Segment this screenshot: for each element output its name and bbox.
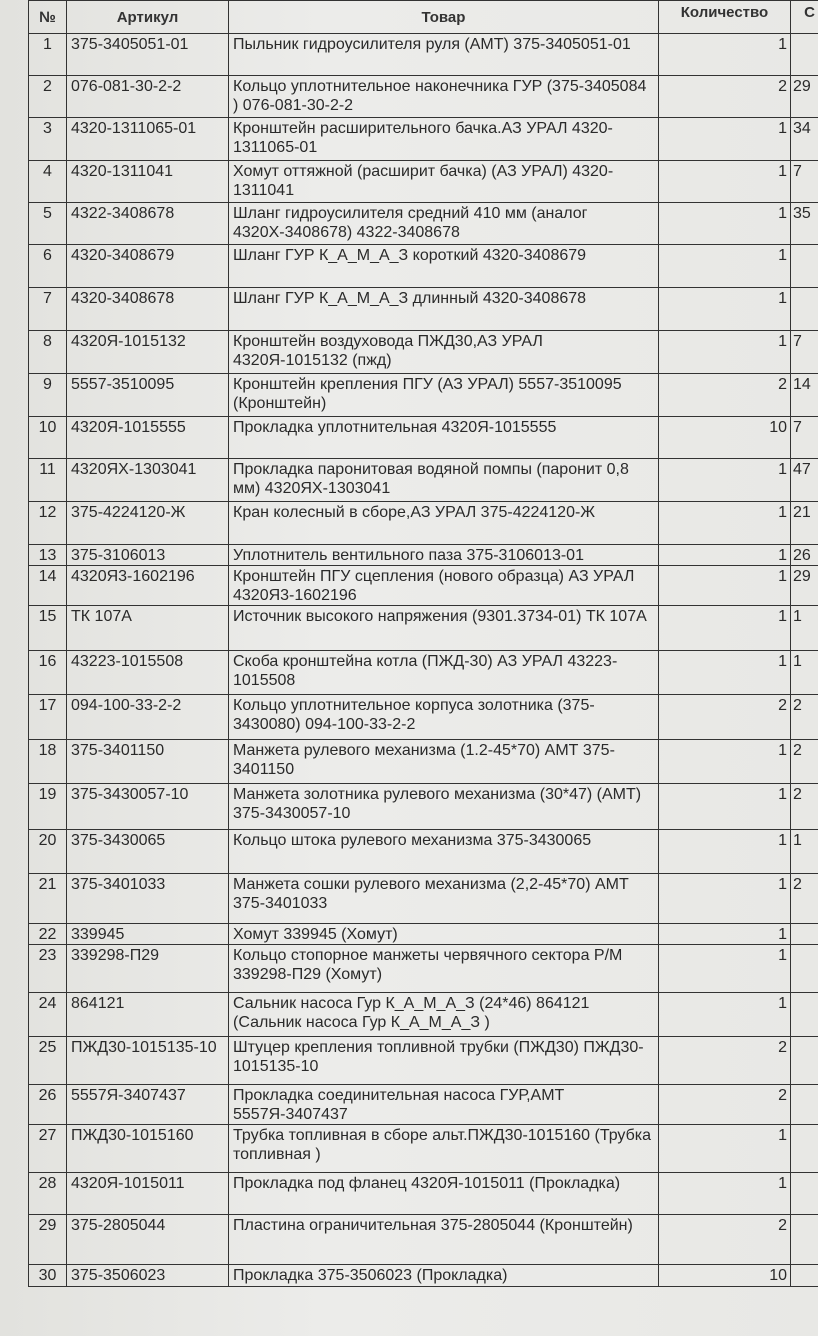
row-number: 16 [29, 651, 67, 695]
table-row [29, 566, 818, 606]
row-product-name: Трубка топливная в сборе альт.ПЖД30-1015160 (Трубка топливная ) [229, 1125, 659, 1173]
table-row [29, 830, 818, 874]
row-quantity: 1 [659, 161, 791, 203]
row-article: 4320-3408678 [67, 288, 229, 331]
row-sum: 1 [791, 830, 818, 874]
row-article: ПЖД30-1015135-10 [67, 1037, 229, 1085]
row-product-name: Прокладка паронитовая водяной помпы (паронит 0,8 мм) 4320ЯХ-1303041 [229, 459, 659, 502]
table-row [29, 651, 818, 695]
table-row [29, 245, 818, 288]
row-sum: 2 [791, 740, 818, 784]
row-quantity: 1 [659, 459, 791, 502]
row-sum: 2 [791, 695, 818, 740]
row-product-name: Шланг ГУР К_А_М_А_З короткий 4320-3408679 [229, 245, 659, 288]
row-quantity: 1 [659, 1125, 791, 1173]
row-quantity: 2 [659, 1215, 791, 1265]
table-row [29, 161, 818, 203]
row-number: 9 [29, 374, 67, 417]
table-row [29, 695, 818, 740]
row-sum: 47 [791, 459, 818, 502]
row-product-name: Кронштейн расширительного бачка.АЗ УРАЛ 4320-1311065-01 [229, 118, 659, 161]
row-sum [791, 924, 818, 945]
row-article: 375-3401150 [67, 740, 229, 784]
table-row [29, 417, 818, 459]
table-row [29, 374, 818, 417]
table-row [29, 1265, 818, 1287]
row-article: 4320Я-1015132 [67, 331, 229, 374]
table-header [29, 1, 818, 34]
row-product-name: Уплотнитель вентильного паза 375-3106013-01 [229, 545, 659, 566]
row-product-name: Сальник насоса Гур К_А_М_А_З (24*46) 864121 (Сальник насоса Гур К_А_М_А_З ) [229, 993, 659, 1037]
row-quantity: 1 [659, 502, 791, 545]
row-number: 30 [29, 1265, 67, 1287]
table-row [29, 1215, 818, 1265]
row-product-name: Источник высокого напряжения (9301.3734-01) ТК 107А [229, 606, 659, 651]
row-sum [791, 1265, 818, 1287]
row-quantity: 1 [659, 331, 791, 374]
row-quantity: 1 [659, 945, 791, 993]
row-article: 375-3106013 [67, 545, 229, 566]
row-sum: 2 [791, 784, 818, 830]
row-article: 5557Я-3407437 [67, 1085, 229, 1125]
table-row [29, 288, 818, 331]
row-number: 18 [29, 740, 67, 784]
row-product-name: Манжета золотника рулевого механизма (30*47) (АМТ) 375-3430057-10 [229, 784, 659, 830]
row-article: 339298-П29 [67, 945, 229, 993]
row-number: 26 [29, 1085, 67, 1125]
row-number: 11 [29, 459, 67, 502]
table-row [29, 1037, 818, 1085]
row-sum [791, 288, 818, 331]
row-article: 339945 [67, 924, 229, 945]
row-quantity: 1 [659, 784, 791, 830]
row-number: 23 [29, 945, 67, 993]
row-quantity: 1 [659, 924, 791, 945]
row-sum: 1 [791, 606, 818, 651]
row-number: 5 [29, 203, 67, 245]
row-sum: 14 [791, 374, 818, 417]
row-article: 4320-3408679 [67, 245, 229, 288]
row-quantity: 1 [659, 606, 791, 651]
row-sum: 21 [791, 502, 818, 545]
row-article: 4320Я-1015555 [67, 417, 229, 459]
row-product-name: Пластина ограничительная 375-2805044 (Кронштейн) [229, 1215, 659, 1265]
row-number: 3 [29, 118, 67, 161]
row-number: 24 [29, 993, 67, 1037]
row-quantity: 2 [659, 374, 791, 417]
row-sum [791, 1125, 818, 1173]
row-article: 375-3506023 [67, 1265, 229, 1287]
row-product-name: Кольцо стопорное манжеты червячного сектора Р/М 339298-П29 (Хомут) [229, 945, 659, 993]
row-number: 2 [29, 76, 67, 118]
row-number: 1 [29, 34, 67, 76]
row-article: 094-100-33-2-2 [67, 695, 229, 740]
table-row [29, 1085, 818, 1125]
table-row [29, 993, 818, 1037]
row-article: 4320ЯХ-1303041 [67, 459, 229, 502]
row-product-name: Кольцо уплотнительное корпуса золотника (375-3430080) 094-100-33-2-2 [229, 695, 659, 740]
row-product-name: Прокладка соединительная насоса ГУР,АМТ 5557Я-3407437 [229, 1085, 659, 1125]
row-product-name: Кольцо штока рулевого механизма 375-3430065 [229, 830, 659, 874]
row-sum [791, 1173, 818, 1215]
row-sum [791, 993, 818, 1037]
row-number: 7 [29, 288, 67, 331]
row-product-name: Манжета сошки рулевого механизма (2,2-45*70) АМТ 375-3401033 [229, 874, 659, 924]
row-quantity: 1 [659, 545, 791, 566]
row-number: 19 [29, 784, 67, 830]
row-product-name: Прокладка уплотнительная 4320Я-1015555 [229, 417, 659, 459]
row-sum [791, 1215, 818, 1265]
row-quantity: 1 [659, 118, 791, 161]
row-article: 375-2805044 [67, 1215, 229, 1265]
row-product-name: Хомут оттяжной (расширит бачка) (АЗ УРАЛ) 4320-1311041 [229, 161, 659, 203]
row-number: 4 [29, 161, 67, 203]
row-sum: 26 [791, 545, 818, 566]
table-row [29, 203, 818, 245]
table-row [29, 606, 818, 651]
row-number: 29 [29, 1215, 67, 1265]
row-article: 43223-1015508 [67, 651, 229, 695]
row-product-name: Штуцер крепления топливной трубки (ПЖД30) ПЖД30-1015135-10 [229, 1037, 659, 1085]
row-sum: 7 [791, 417, 818, 459]
row-number: 8 [29, 331, 67, 374]
row-article: 375-3430065 [67, 830, 229, 874]
row-product-name: Скоба кронштейна котла (ПЖД-30) АЗ УРАЛ 43223-1015508 [229, 651, 659, 695]
table-row [29, 502, 818, 545]
table-row [29, 740, 818, 784]
table-row [29, 1125, 818, 1173]
row-quantity: 1 [659, 740, 791, 784]
row-number: 28 [29, 1173, 67, 1215]
row-number: 17 [29, 695, 67, 740]
row-article: 864121 [67, 993, 229, 1037]
row-article: 375-3430057-10 [67, 784, 229, 830]
row-number: 10 [29, 417, 67, 459]
row-article: 375-3405051-01 [67, 34, 229, 76]
row-number: 12 [29, 502, 67, 545]
row-article: ПЖД30-1015160 [67, 1125, 229, 1173]
row-number: 20 [29, 830, 67, 874]
row-number: 13 [29, 545, 67, 566]
row-number: 15 [29, 606, 67, 651]
row-number: 21 [29, 874, 67, 924]
row-product-name: Шланг ГУР К_А_М_А_З длинный 4320-3408678 [229, 288, 659, 331]
header-article: Артикул [67, 1, 229, 34]
row-product-name: Кронштейн крепления ПГУ (АЗ УРАЛ) 5557-3510095 (Кронштейн) [229, 374, 659, 417]
row-sum [791, 34, 818, 76]
row-quantity: 1 [659, 1173, 791, 1215]
row-quantity: 1 [659, 203, 791, 245]
table-row [29, 874, 818, 924]
row-number: 6 [29, 245, 67, 288]
row-article: 4320Я-1015011 [67, 1173, 229, 1215]
table-row [29, 924, 818, 945]
row-number: 27 [29, 1125, 67, 1173]
row-article: 375-3401033 [67, 874, 229, 924]
row-quantity: 10 [659, 417, 791, 459]
row-sum: 2 [791, 874, 818, 924]
table-row [29, 331, 818, 374]
row-number: 25 [29, 1037, 67, 1085]
row-product-name: Кронштейн ПГУ сцепления (нового образца) АЗ УРАЛ 4320Я3-1602196 [229, 566, 659, 606]
table-row [29, 945, 818, 993]
row-product-name: Прокладка 375-3506023 (Прокладка) [229, 1265, 659, 1287]
row-sum [791, 1037, 818, 1085]
row-product-name: Хомут 339945 (Хомут) [229, 924, 659, 945]
row-quantity: 2 [659, 695, 791, 740]
row-quantity: 2 [659, 76, 791, 118]
row-article: 5557-3510095 [67, 374, 229, 417]
row-article: 076-081-30-2-2 [67, 76, 229, 118]
row-sum: 29 [791, 76, 818, 118]
row-article: ТК 107А [67, 606, 229, 651]
row-article: 4320-1311041 [67, 161, 229, 203]
table-row [29, 1173, 818, 1215]
row-quantity: 1 [659, 874, 791, 924]
items-table [28, 0, 818, 1287]
row-article: 4320Я3-1602196 [67, 566, 229, 606]
row-product-name: Шланг гидроусилителя средний 410 мм (аналог 4320Х-3408678) 4322-3408678 [229, 203, 659, 245]
row-sum [791, 1085, 818, 1125]
row-product-name: Пыльник гидроусилителя руля (АМТ) 375-3405051-01 [229, 34, 659, 76]
row-sum: 35 [791, 203, 818, 245]
row-product-name: Кран колесный в сборе,АЗ УРАЛ 375-4224120-Ж [229, 502, 659, 545]
row-product-name: Кольцо уплотнительное наконечника ГУР (375-3405084 ) 076-081-30-2-2 [229, 76, 659, 118]
row-sum: 7 [791, 161, 818, 203]
row-sum: 29 [791, 566, 818, 606]
row-product-name: Манжета рулевого механизма (1.2-45*70) АМТ 375-3401150 [229, 740, 659, 784]
row-quantity: 1 [659, 830, 791, 874]
row-sum: 1 [791, 651, 818, 695]
table-row [29, 545, 818, 566]
row-quantity: 1 [659, 993, 791, 1037]
header-num: № [29, 1, 67, 34]
row-sum: 7 [791, 331, 818, 374]
row-quantity: 10 [659, 1265, 791, 1287]
row-product-name: Прокладка под фланец 4320Я-1015011 (Прокладка) [229, 1173, 659, 1215]
row-quantity: 2 [659, 1085, 791, 1125]
table-row [29, 459, 818, 502]
row-article: 4322-3408678 [67, 203, 229, 245]
row-quantity: 1 [659, 651, 791, 695]
row-product-name: Кронштейн воздуховода ПЖД30,АЗ УРАЛ 4320Я-1015132 (пжд) [229, 331, 659, 374]
header-qty: Количество [659, 1, 791, 34]
header-sum: С [791, 1, 818, 34]
row-sum [791, 245, 818, 288]
table-row [29, 34, 818, 76]
row-number: 22 [29, 924, 67, 945]
table-row [29, 784, 818, 830]
row-quantity: 1 [659, 566, 791, 606]
table-row [29, 118, 818, 161]
row-quantity: 1 [659, 34, 791, 76]
row-article: 375-4224120-Ж [67, 502, 229, 545]
row-sum: 34 [791, 118, 818, 161]
header-product: Товар [229, 1, 659, 34]
table-row [29, 76, 818, 118]
row-number: 14 [29, 566, 67, 606]
row-quantity: 2 [659, 1037, 791, 1085]
row-article: 4320-1311065-01 [67, 118, 229, 161]
row-quantity: 1 [659, 245, 791, 288]
row-sum [791, 945, 818, 993]
row-quantity: 1 [659, 288, 791, 331]
